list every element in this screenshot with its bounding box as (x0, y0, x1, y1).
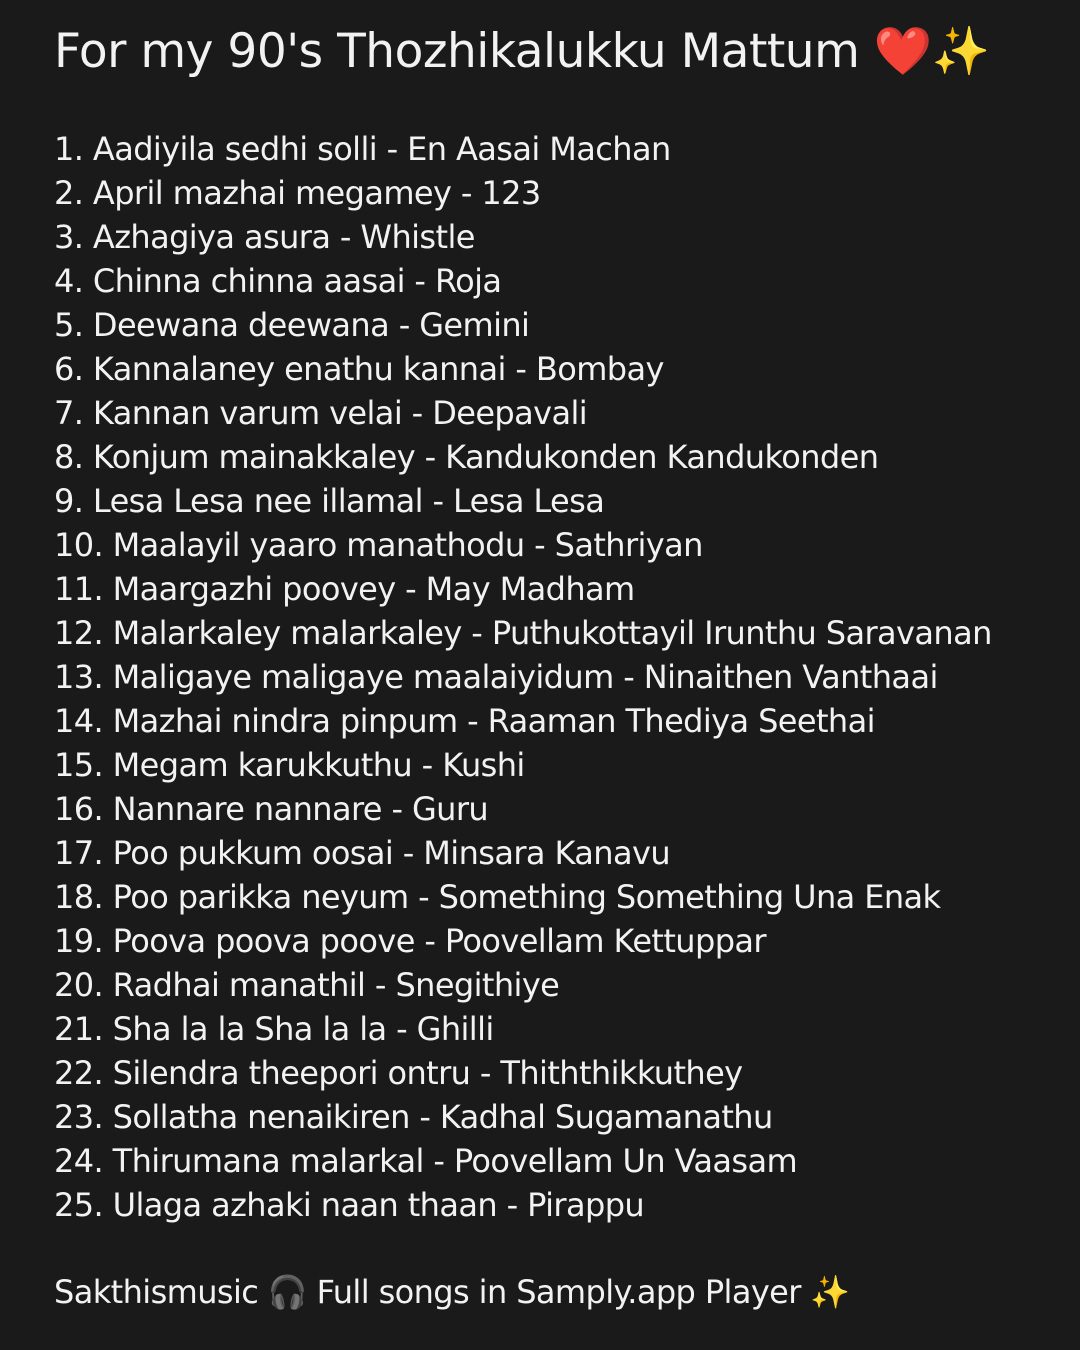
song-item: 10. Maalayil yaaro manathodu - Sathriyan (54, 526, 703, 564)
song-item: 3. Azhagiya asura - Whistle (54, 218, 475, 256)
song-list (54, 127, 992, 1227)
song-item: 23. Sollatha nenaikiren - Kadhal Sugamanathu (54, 1098, 773, 1136)
song-item: 16. Nannare nannare - Guru (54, 790, 489, 828)
footer-brand: Sakthismusic (54, 1273, 259, 1311)
sparkles-icon: ✨ (810, 1273, 850, 1311)
song-item: 13. Maligaye maligaye maalaiyidum - Ninaithen Vanthaai (54, 658, 938, 696)
song-item: 18. Poo parikka neyum - Something Something Una Enak (54, 878, 941, 916)
headphone-icon: 🎧 (267, 1273, 308, 1311)
song-item: 12. Malarkaley malarkaley - Puthukottayil Irunthu Saravanan (54, 614, 992, 652)
song-item: 7. Kannan varum velai - Deepavali (54, 394, 588, 432)
song-item: 14. Mazhai nindra pinpum - Raaman Thediya Seethai (54, 702, 875, 740)
footer (54, 1270, 850, 1314)
page (54, 20, 1064, 1311)
song-item: 2. April mazhai megamey - 123 (54, 174, 541, 212)
song-item: 11. Maargazhi poovey - May Madham (54, 570, 635, 608)
title-text: For my 90's Thozhikalukku Mattum (54, 24, 860, 79)
song-item: 17. Poo pukkum oosai - Minsara Kanavu (54, 834, 671, 872)
song-item: 4. Chinna chinna aasai - Roja (54, 262, 502, 300)
song-item: 21. Sha la la Sha la la - Ghilli (54, 1010, 494, 1048)
page-title (54, 20, 1064, 84)
song-item: 24. Thirumana malarkal - Poovellam Un Vaasam (54, 1142, 798, 1180)
footer-text: Full songs in Samply.app Player (316, 1273, 801, 1311)
song-item: 25. Ulaga azhaki naan thaan - Pirappu (54, 1186, 645, 1224)
song-item: 20. Radhai manathil - Snegithiye (54, 966, 560, 1004)
song-item: 9. Lesa Lesa nee illamal - Lesa Lesa (54, 482, 605, 520)
heart-icon: ❤️ (873, 24, 932, 79)
song-item: 6. Kannalaney enathu kannai - Bombay (54, 350, 664, 388)
song-item: 22. Silendra theepori ontru - Thiththikkuthey (54, 1054, 743, 1092)
song-item: 19. Poova poova poove - Poovellam Kettuppar (54, 922, 766, 960)
song-item: 1. Aadiyila sedhi solli - En Aasai Machan (54, 130, 671, 168)
song-item: 5. Deewana deewana - Gemini (54, 306, 530, 344)
song-item: 8. Konjum mainakkaley - Kandukonden Kandukonden (54, 438, 879, 476)
sparkles-icon: ✨ (931, 24, 990, 79)
song-item: 15. Megam karukkuthu - Kushi (54, 746, 525, 784)
